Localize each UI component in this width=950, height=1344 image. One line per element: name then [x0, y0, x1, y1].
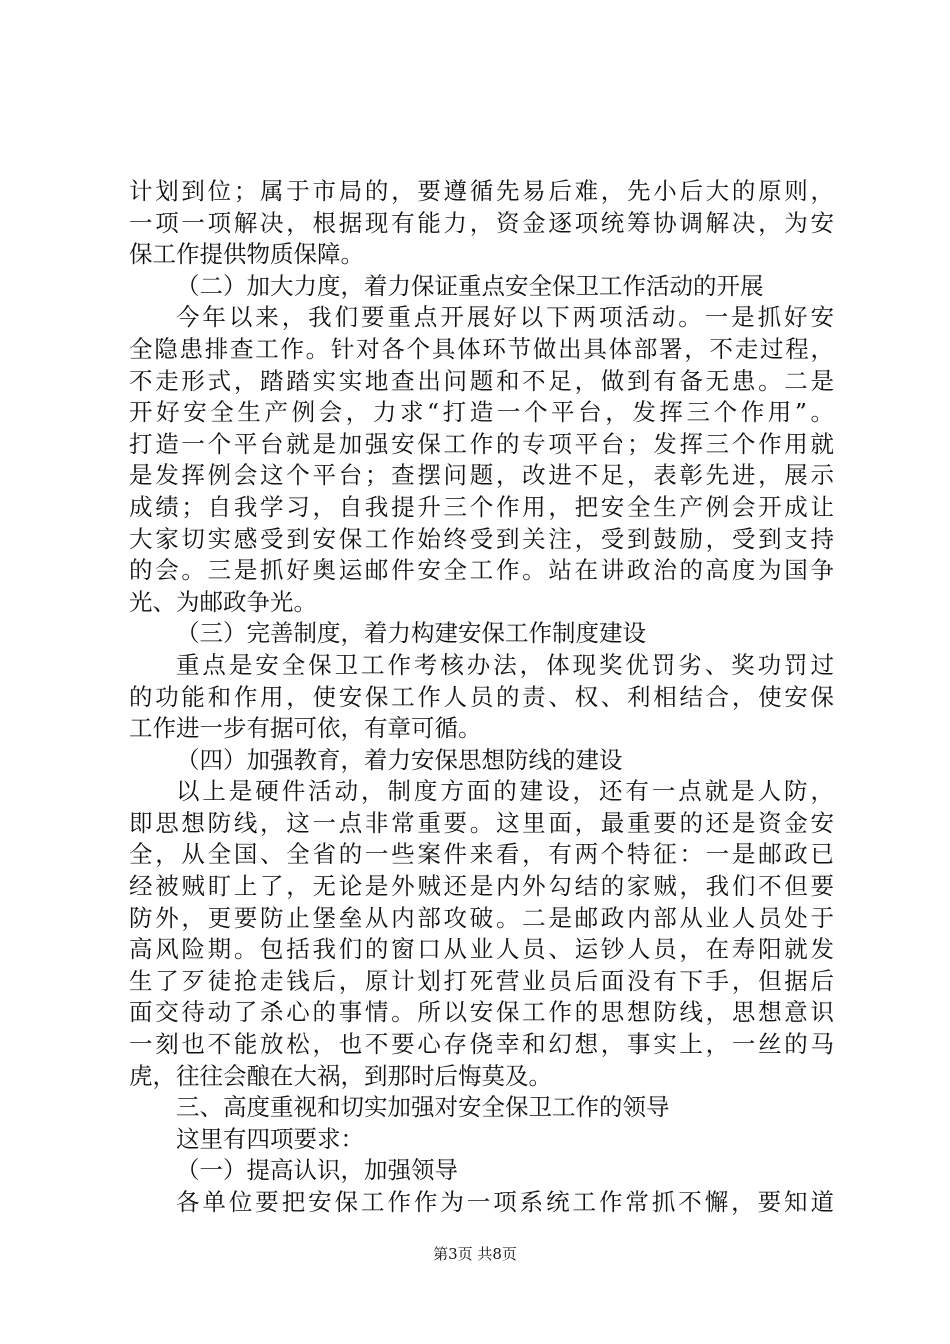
text-line: 的会。三是抓好奥运邮件安全工作。站在讲政治的高度为国争 — [129, 556, 834, 585]
text-line: 是发挥例会这个平台；查摆问题，改进不足，表彰先进，展示 — [129, 461, 834, 490]
text-line: 保工作提供物质保障。 — [129, 240, 364, 269]
text-line: 生了歹徒抢走钱后，原计划打死营业员后面没有下手，但据后 — [129, 966, 834, 995]
text-line: 全，从全国、全省的一些案件来看，有两个特征：一是邮政已 — [129, 840, 834, 869]
text-line: 打造一个平台就是加强安保工作的专项平台；发挥三个作用就 — [129, 429, 834, 458]
text-line: （四）加强教育，着力安保思想防线的建设 — [176, 745, 623, 774]
text-line: 今年以来，我们要重点开展好以下两项活动。一是抓好安 — [176, 303, 834, 332]
text-line: 以上是硬件活动，制度方面的建设，还有一点就是人防， — [176, 777, 834, 806]
text-line: （三）完善制度，着力构建安保工作制度建设 — [176, 619, 646, 648]
text-line: 这里有四项要求： — [176, 1124, 364, 1153]
text-line: 光、为邮政争光。 — [129, 587, 317, 616]
text-line: 的功能和作用，使安保工作人员的责、权、利相结合，使安保 — [129, 682, 834, 711]
text-line: 防外，更要防止堡垒从内部攻破。二是邮政内部从业人员处于 — [129, 903, 834, 932]
text-line: 各单位要把安保工作作为一项系统工作常抓不懈，要知道 — [176, 1188, 834, 1216]
text-line: 成绩；自我学习，自我提升三个作用，把安全生产例会开成让 — [129, 492, 834, 521]
page-footer: 第3页 共8页 — [433, 1245, 517, 1263]
text-line: 经被贼盯上了，无论是外贼还是内外勾结的家贼，我们不但要 — [129, 872, 834, 901]
text-line: 计划到位；属于市局的，要遵循先易后难，先小后大的原则， — [129, 177, 834, 205]
text-line: 大家切实感受到安保工作始终受到关注，受到鼓励，受到支持 — [129, 524, 834, 553]
text-line: 工作进一步有据可依，有章可循。 — [129, 714, 482, 743]
text-line: 一刻也不能放松，也不要心存侥幸和幻想，事实上，一丝的马 — [129, 1030, 834, 1059]
text-line: 不走形式，踏踏实实地查出问题和不足，做到有备无患。二是 — [129, 366, 834, 395]
text-line: 全隐患排查工作。针对各个具体环节做出具体部署，不走过程， — [129, 334, 834, 363]
document-body — [129, 176, 834, 1219]
text-line: （一）提高认识，加强领导 — [176, 1156, 458, 1185]
text-line: 一项一项解决，根据现有能力，资金逐项统筹协调解决，为安 — [129, 208, 834, 237]
text-line: 面交待动了杀心的事情。所以安保工作的思想防线，思想意识 — [129, 998, 834, 1027]
text-line: （二）加大力度，着力保证重点安全保卫工作活动的开展 — [176, 271, 764, 300]
text-line: 三、高度重视和切实加强对安全保卫工作的领导 — [176, 1093, 670, 1122]
text-line: 即思想防线，这一点非常重要。这里面，最重要的还是资金安 — [129, 808, 834, 837]
text-line: 高风险期。包括我们的窗口从业人员、运钞人员，在寿阳就发 — [129, 935, 834, 964]
text-line: 重点是安全保卫工作考核办法，体现奖优罚劣、奖功罚过 — [176, 650, 834, 679]
text-line: 开好安全生产例会，力求“打造一个平台，发挥三个作用”。 — [129, 398, 834, 427]
text-line: 虎，往往会酿在大祸，到那时后悔莫及。 — [129, 1061, 552, 1090]
